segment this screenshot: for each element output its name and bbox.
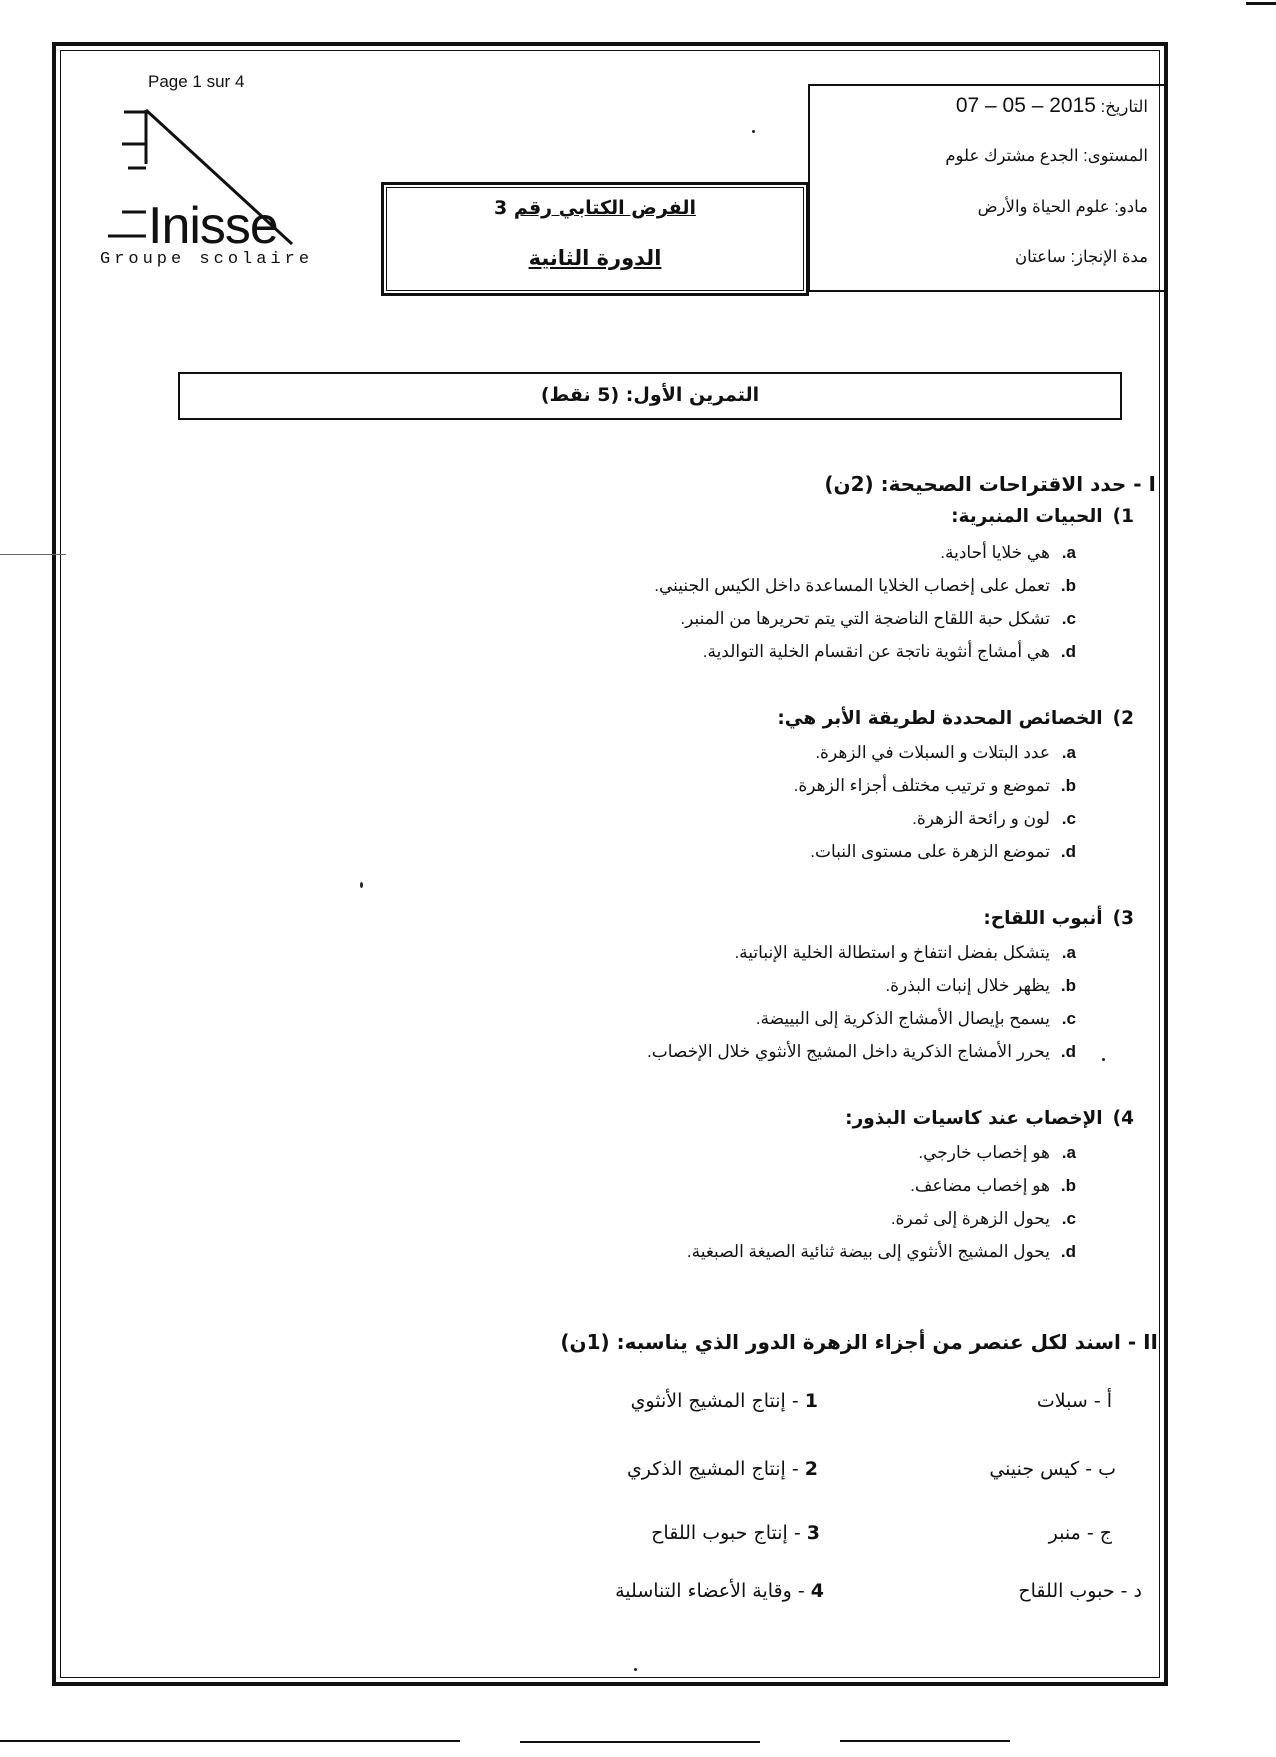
- text-fragment: c.: [1061, 609, 1076, 628]
- left-scan-line: [0, 554, 66, 555]
- option-2c: [912, 809, 1076, 829]
- text-fragment: c.: [1061, 1009, 1076, 1028]
- text-fragment: d.: [1060, 842, 1076, 861]
- option-4c: [891, 1209, 1076, 1229]
- option-3c: [756, 1009, 1076, 1029]
- text-fragment: يتشكل بفضل انتفاخ و استطالة الخلية الإنباتية.: [734, 943, 1050, 962]
- subject-line: مادو: علوم الحياة والأرض: [977, 198, 1148, 216]
- option-3d: [647, 1042, 1076, 1062]
- text-fragment: b.: [1060, 576, 1076, 595]
- text-fragment: 1: [804, 1390, 818, 1412]
- text-fragment: تعمل على إخصاب الخلايا المساعدة داخل الكيس الجنيني.: [654, 576, 1050, 595]
- level-line: المستوى: الجدع مشترك علوم: [945, 147, 1148, 165]
- scan-dot: [360, 882, 363, 888]
- text-fragment: تموضع و ترتيب مختلف أجزاء الزهرة.: [793, 776, 1050, 795]
- element-b: ب - كيس جنيني: [989, 1458, 1116, 1480]
- option-1b: [654, 576, 1076, 596]
- text-fragment: هي أمشاج أنثوية ناتجة عن انقسام الخلية التوالدية.: [702, 642, 1050, 661]
- text-fragment: 2): [1112, 708, 1134, 729]
- text-fragment: هو إخصاب خارجي.: [918, 1143, 1050, 1162]
- text-fragment: d.: [1060, 642, 1076, 661]
- text-fragment: أنبوب اللقاح:: [983, 908, 1103, 929]
- page-number: Page 1 sur 4: [148, 72, 245, 91]
- question-2: [777, 708, 1134, 729]
- exam-title: [386, 197, 804, 219]
- text-fragment: لون و رائحة الزهرة.: [912, 809, 1050, 828]
- session-title: الدورة الثانية: [528, 246, 662, 270]
- duration-line: مدة الإنجاز: ساعتان: [1015, 248, 1148, 266]
- date-line: [956, 94, 1148, 118]
- exam-title-text: الفرض الكتابي رقم: [513, 197, 696, 219]
- logo-subtitle: Groupe scolaire: [100, 250, 314, 269]
- option-3b: [885, 976, 1076, 996]
- option-2b: [794, 776, 1076, 796]
- text-fragment: يحرر الأمشاج الذكرية داخل المشيج الأنثوي خلال الإخصاب.: [647, 1042, 1050, 1061]
- text-fragment: تموضع الزهرة على مستوى النبات.: [810, 842, 1050, 861]
- text-fragment: d.: [1060, 1042, 1076, 1061]
- bottom-scan-line: [0, 1740, 460, 1742]
- question-3: [983, 908, 1134, 929]
- text-fragment: d.: [1060, 1242, 1076, 1261]
- option-1c: [680, 609, 1076, 629]
- role-4: [615, 1580, 824, 1602]
- element-a: أ - سبلات: [1036, 1390, 1112, 1412]
- question-1: [951, 506, 1134, 527]
- text-fragment: a.: [1061, 1143, 1076, 1162]
- question-text: الحبيات المنبرية:: [951, 506, 1103, 527]
- text-fragment: b.: [1060, 1176, 1076, 1195]
- text-fragment: a.: [1061, 943, 1076, 962]
- text-fragment: b.: [1060, 976, 1076, 995]
- date-label: التاريخ:: [1100, 98, 1148, 116]
- text-fragment: - وقاية الأعضاء التناسلية: [615, 1580, 805, 1602]
- element-d: د - حبوب اللقاح: [1018, 1580, 1142, 1602]
- text-fragment: - إنتاج حبوب اللقاح: [651, 1522, 801, 1544]
- role-2: [627, 1458, 818, 1480]
- exam-number: 3: [493, 197, 508, 219]
- text-fragment: b.: [1060, 776, 1076, 795]
- part2-title: II - اسند لكل عنصر من أجزاء الزهرة الدور الذي يناسبه: (1ن): [560, 1330, 1158, 1354]
- text-fragment: الخصائص المحددة لطريقة الأبر هي:: [777, 708, 1103, 729]
- option-2a: [815, 743, 1076, 763]
- option-3a: [734, 943, 1076, 963]
- text-fragment: 4): [1112, 1108, 1134, 1129]
- text-fragment: c.: [1061, 809, 1076, 828]
- text-fragment: يسمح بإيصال الأمشاج الذكرية إلى البييضة.: [755, 1009, 1050, 1028]
- element-c: ج - منبر: [1048, 1522, 1112, 1544]
- text-fragment: عدد البتلات و السبلات في الزهرة.: [815, 743, 1050, 762]
- text-fragment: يحول المشيج الأنثوي إلى بيضة ثنائية الصيغة الصبغية.: [686, 1242, 1050, 1261]
- text-fragment: a.: [1061, 743, 1076, 762]
- exercise-title: التمرين الأول: (5 نقط): [540, 384, 760, 406]
- scan-dot: [1102, 1058, 1105, 1061]
- text-fragment: هو إخصاب مضاعف.: [910, 1176, 1050, 1195]
- text-fragment: يظهر خلال إنبات البذرة.: [885, 976, 1050, 995]
- scan-dot: [752, 130, 755, 133]
- text-fragment: يحول الزهرة إلى ثمرة.: [890, 1209, 1050, 1228]
- logo-wordmark: Inisse: [148, 197, 278, 255]
- role-1: [631, 1390, 818, 1412]
- text-fragment: c.: [1061, 1209, 1076, 1228]
- text-fragment: a.: [1061, 543, 1076, 562]
- text-fragment: 3: [806, 1522, 820, 1544]
- text-fragment: تشكل حبة اللقاح الناضجة التي يتم تحريرها من المنبر.: [680, 609, 1050, 628]
- role-3: [651, 1522, 820, 1544]
- option-2d: [810, 842, 1076, 862]
- option-4a: [918, 1143, 1076, 1163]
- option-4b: [910, 1176, 1076, 1196]
- corner-scan-mark: [1246, 2, 1276, 5]
- text-fragment: هي خلايا أحادية.: [940, 543, 1050, 562]
- text-fragment: - إنتاج المشيج الذكري: [626, 1458, 799, 1480]
- part1-title: I - حدد الاقتراحات الصحيحة: (2ن): [824, 472, 1156, 496]
- option-4d: [687, 1242, 1076, 1262]
- date-value: 07 – 05 – 2015: [955, 94, 1096, 117]
- bottom-scan-line: [840, 1740, 1010, 1742]
- text-fragment: 4: [810, 1580, 824, 1602]
- option-1a: [940, 543, 1076, 563]
- text-fragment: - إنتاج المشيج الأنثوي: [630, 1390, 799, 1412]
- question-number: 1): [1112, 506, 1134, 527]
- text-fragment: 3): [1112, 908, 1134, 929]
- option-1d: [703, 642, 1076, 662]
- question-4: [845, 1108, 1134, 1129]
- bottom-scan-line: [520, 1741, 760, 1743]
- text-fragment: الإخصاب عند كاسيات البذور:: [845, 1108, 1103, 1129]
- text-fragment: 2: [804, 1458, 818, 1480]
- scan-dot: [634, 1668, 637, 1671]
